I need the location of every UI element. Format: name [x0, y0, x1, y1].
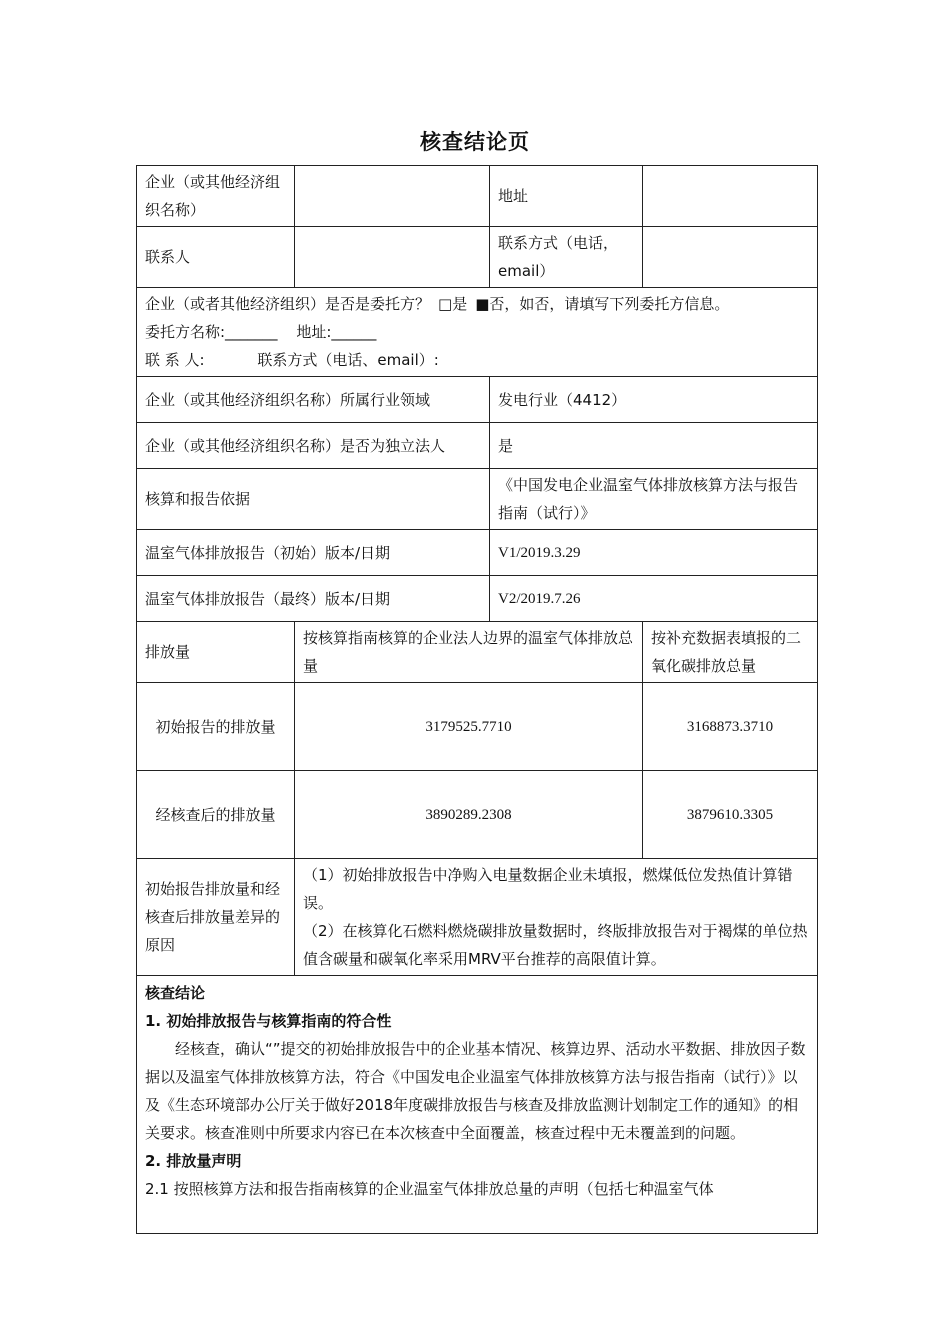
- conclusion-section-1-body: 经核查，确认“”提交的初始排放报告中的企业基本情况、核算边界、活动水平数据、排放因子数据以及温室气体排放核算方法，符合《中国发电企业温室气体排放核算方法与报告指南（试行）》以及《生态环境部办公厅关于做好2018年度碳排放报告与核查及排放监测计划制定工作的通知》的相关要求。核查准则中所要求内容已在本次核查中全面覆盖，核查过程中无未覆盖到的问题。: [145, 1040, 806, 1142]
- enterprise-name-value: [295, 166, 490, 227]
- contact-value: [295, 227, 490, 288]
- initial-emission-row: [137, 683, 818, 771]
- legal-person-value: 是: [490, 423, 818, 469]
- contact-row: [137, 227, 818, 288]
- basis-label: 核算和报告依据: [137, 469, 490, 530]
- basis-row: [137, 469, 818, 530]
- page-title: 核查结论页: [420, 130, 530, 154]
- entrust-row: [137, 288, 818, 377]
- initial-emission-label: 初始报告的排放量: [137, 683, 295, 771]
- difference-reason-1: （1）初始排放报告中净购入电量数据企业未填报，燃煤低位发热值计算错误。: [303, 866, 793, 912]
- emission-col2-header: 按补充数据表填报的二氧化碳排放总量: [643, 622, 818, 683]
- initial-emission-col1: 3179525.7710: [295, 683, 643, 771]
- initial-version-value: V1/2019.3.29: [490, 530, 818, 576]
- final-version-value: V2/2019.7.26: [490, 576, 818, 622]
- contact-method-value: [643, 227, 818, 288]
- verification-conclusion-table: [136, 165, 818, 1234]
- initial-version-row: [137, 530, 818, 576]
- enterprise-name-label: 企业（或其他经济组织名称）: [137, 166, 295, 227]
- contact-label: 联系人: [137, 227, 295, 288]
- entrust-question: 企业（或者其他经济组织）是否是委托方？: [145, 295, 431, 313]
- emission-header-row: [137, 622, 818, 683]
- verified-emission-col2: 3879610.3305: [643, 771, 818, 859]
- difference-reason-cell: [295, 859, 818, 976]
- difference-reason-row: [137, 859, 818, 976]
- initial-emission-col2: 3168873.3710: [643, 683, 818, 771]
- difference-reason-2: （2）在核算化石燃料燃烧碳排放量数据时，终版排放报告对于褐煤的单位热值含碳量和碳氧化率采用MRV平台推荐的高限值计算。: [303, 922, 808, 968]
- basis-value: 《中国发电企业温室气体排放核算方法与报告指南（试行）》: [490, 469, 818, 530]
- legal-person-label: 企业（或其他经济组织名称）是否为独立法人: [137, 423, 490, 469]
- difference-reason-label: 初始报告排放量和经核查后排放量差异的原因: [137, 859, 295, 976]
- address-value: [643, 166, 818, 227]
- final-version-label: 温室气体排放报告（最终）版本/日期: [137, 576, 490, 622]
- industry-label: 企业（或其他经济组织名称）所属行业领域: [137, 377, 490, 423]
- conclusion-section-2-1: 2.1 按照核算方法和报告指南核算的企业温室气体排放总量的声明（包括七种温室气体: [145, 1180, 714, 1198]
- verified-emission-col1: 3890289.2308: [295, 771, 643, 859]
- entrust-contact-method-line: 联系方式（电话、email）:: [257, 351, 439, 369]
- entrust-yes-checkbox[interactable]: □是: [438, 295, 468, 313]
- legal-person-row: [137, 423, 818, 469]
- conclusion-section-1-heading: 1. 初始排放报告与核算指南的符合性: [145, 1012, 392, 1030]
- entrust-address-line: 地址:______: [296, 323, 377, 341]
- conclusion-section-2-heading: 2. 排放量声明: [145, 1152, 242, 1170]
- entrust-contact-line: 联 系 人:: [145, 351, 205, 369]
- emission-col1-header: 按核算指南核算的企业法人边界的温室气体排放总量: [295, 622, 643, 683]
- conclusion-heading: 核查结论: [145, 984, 206, 1002]
- entrust-name-line: 委托方名称:_______: [145, 323, 278, 341]
- emission-header-label: 排放量: [137, 622, 295, 683]
- final-version-row: [137, 576, 818, 622]
- conclusion-cell: [137, 976, 818, 1234]
- entrust-no-checkbox[interactable]: ■否，如否，请填写下列委托方信息。: [475, 295, 730, 313]
- enterprise-row: [137, 166, 818, 227]
- address-label: 地址: [490, 166, 643, 227]
- verified-emission-row: [137, 771, 818, 859]
- conclusion-row: [137, 976, 818, 1234]
- entrust-cell: [137, 288, 818, 377]
- verified-emission-label: 经核查后的排放量: [137, 771, 295, 859]
- industry-value: 发电行业（4412）: [490, 377, 818, 423]
- initial-version-label: 温室气体排放报告（初始）版本/日期: [137, 530, 490, 576]
- contact-method-label: 联系方式（电话，email）: [490, 227, 643, 288]
- industry-row: [137, 377, 818, 423]
